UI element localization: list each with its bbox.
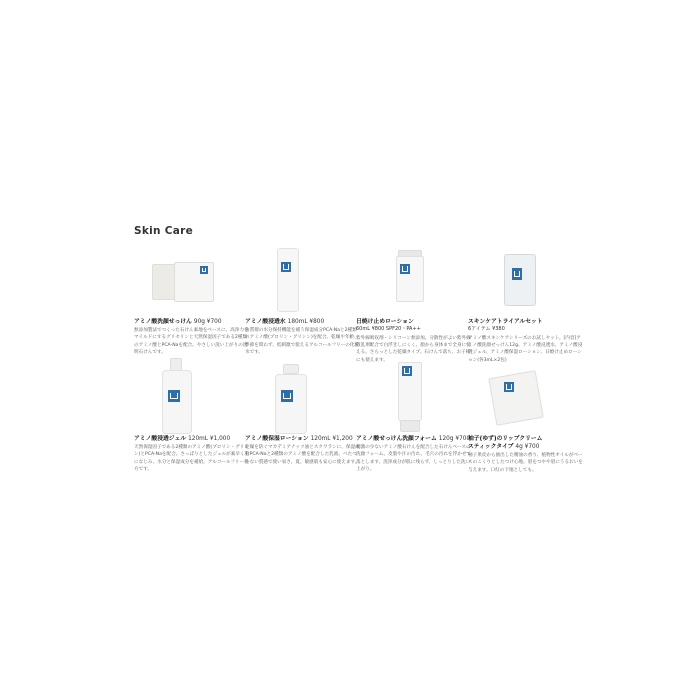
pump-bottle-image (245, 360, 357, 435)
product-meta: 90g ¥700 (193, 319, 222, 325)
product-description: 刺激の少ないアミノ酸石けんを配合した石けんベースの洗顔フォーム。皮脂や汗の汚れ、毛穴の汚れを浮かせて落とします。洗浄成分が肌に残らず、しっとりした洗い上がり。 (356, 445, 472, 473)
product-card[interactable] (134, 360, 250, 474)
product-description: 乾燥を防ぐマカデミアナッツ油とスクワランに、保湿成分PCA-Naと2種類のアミノ酸を配合した乳液。べたつかない質感で使い易さ。夏、敏感肌も安心に使えます。 (245, 445, 360, 465)
product-meta: 6アイテム ¥380 (468, 326, 505, 332)
soap-bar-image (134, 250, 246, 318)
product-card[interactable] (245, 360, 360, 466)
product-meta: 4g ¥700 (515, 444, 540, 450)
product-description: 角質層の水分保持機能を補う保湿成分PCA-Naと2種類のアミノ酸(プロリン・グリシン)を配合。乾燥や年齢、季節を問わず、低刺激で使えるアルコールフリーの化粧水です。 (245, 328, 360, 356)
sunscreen-bottle-image (356, 250, 468, 318)
product-name: アミノ酸せっけん洗顔フォーム (356, 436, 437, 442)
foam-tube-image (356, 360, 468, 435)
product-name: アミノ酸浸透水 (245, 319, 286, 325)
product-description: 柚子果皮から抽出した精油の香り、植物性オイルがベースのこくりとしたつけ心地。唇をつやや唇にうるおいを与えます。口紅の下地としても。 (468, 453, 583, 473)
product-name: 日焼け止めローション (356, 319, 414, 325)
lotion-bottle-image (245, 250, 357, 318)
product-name: 柚子(ゆず)のリップクリーム (468, 436, 543, 442)
product-card[interactable] (134, 250, 249, 357)
product-meta: 120mL ¥1,200 (310, 436, 353, 442)
pump-bottle-image (134, 360, 246, 435)
product-name: アミノ酸浸透ジェル (134, 436, 187, 442)
product-description: アミノ酸スキンケアシリーズのお試しセット。[内容]アミノ酸洗顔せっけん12g、アミノ酸浸透水、アミノ酸浸透ジェル、アミノ酸保湿ローション、日焼け止めローション(各3mL×2包) (468, 335, 583, 363)
product-meta: 180mL ¥800 (287, 319, 325, 325)
product-card[interactable] (468, 360, 583, 474)
product-meta: 120mL ¥1,000 (188, 436, 231, 442)
product-meta: 120g ¥700 (438, 436, 471, 442)
product-name: アミノ酸洗顔せっけん (134, 319, 192, 325)
product-description: 天然保湿因子である2種類のアミノ酸(プロリン・グリシン)とPCA-Naを配合。さっぱりとしたジェルが素早く肌になじみ、水分と保湿成分を補給。アルコールフリー処方です。 (134, 445, 250, 473)
product-subname: スティックタイプ (468, 444, 514, 450)
product-card[interactable] (356, 360, 472, 474)
product-name: アミノ酸保湿ローション (245, 436, 309, 442)
section-title: Skin Care (134, 225, 194, 237)
product-meta: 60mL ¥800 SPF20・PA++ (356, 326, 421, 332)
product-card[interactable] (468, 250, 583, 364)
product-card[interactable] (356, 250, 471, 364)
product-card[interactable] (245, 250, 360, 357)
product-description: 紫外線吸収剤・シリコーン無添加。分散性がよい紫外線散乱剤配合で白浮きしにくく、顔から身体まで全身に使える。さらっとした乾燥タイプ。石けんで落ち、お子様にも使えます。 (356, 335, 471, 363)
product-description: 無添加製法でつくった石けん素地をベースに、高浄力をマイルドにするグリセリンと天然保湿因子である2種類のアミノ酸とPCA-Naを配合。やさしい洗い上がりの透明石けんです。 (134, 328, 249, 356)
lip-cream-pack-image (468, 360, 580, 435)
trial-set-pouch-image (468, 250, 580, 318)
product-name: スキンケアトライアルセット (468, 319, 543, 325)
